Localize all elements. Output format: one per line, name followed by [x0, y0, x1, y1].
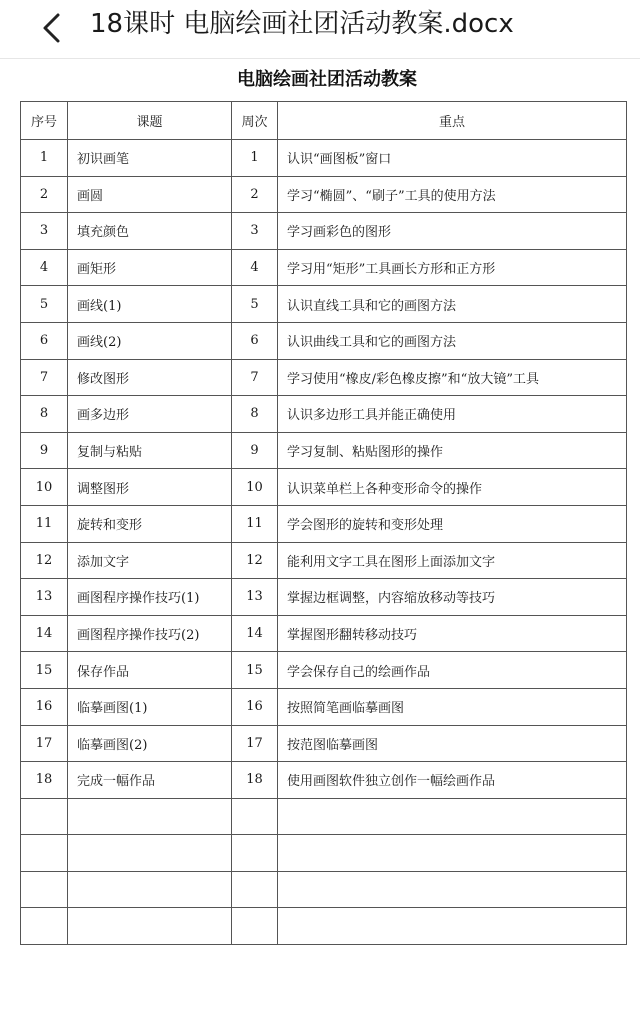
cell-focus: 学习使用“橡皮/彩色橡皮擦”和“放大镜”工具: [278, 359, 627, 396]
cell-focus: 认识直线工具和它的画图方法: [278, 286, 627, 323]
cell-number: 18: [21, 762, 68, 799]
empty-table-row: [21, 835, 627, 872]
empty-cell: [232, 871, 278, 908]
cell-week: 11: [232, 505, 278, 542]
column-header-number: 序号: [21, 102, 68, 140]
cell-number: 11: [21, 505, 68, 542]
cell-week: 6: [232, 322, 278, 359]
cell-focus: 认识“画图板”窗口: [278, 140, 627, 177]
cell-topic: 添加文字: [68, 542, 232, 579]
empty-table-row: [21, 798, 627, 835]
table-body: [21, 140, 627, 945]
table-row: [21, 762, 627, 799]
file-name-title: 18课时 电脑绘画社团活动教案.docx: [90, 9, 514, 39]
cell-number: 5: [21, 286, 68, 323]
cell-week: 1: [232, 140, 278, 177]
empty-cell: [232, 835, 278, 872]
table-row: [21, 213, 627, 250]
cell-topic: 复制与粘贴: [68, 432, 232, 469]
empty-cell: [21, 871, 68, 908]
cell-focus: 按范图临摹画图: [278, 725, 627, 762]
cell-focus: 学习用“矩形”工具画长方形和正方形: [278, 249, 627, 286]
table-row: [21, 688, 627, 725]
cell-number: 3: [21, 213, 68, 250]
table-row: [21, 725, 627, 762]
back-arrow-icon[interactable]: [38, 12, 70, 44]
document-title: 电脑绘画社团活动教案: [237, 69, 417, 90]
table-row: [21, 652, 627, 689]
cell-focus: 按照简笔画临摹画图: [278, 688, 627, 725]
table-row: [21, 579, 627, 616]
cell-week: 17: [232, 725, 278, 762]
cell-topic: 画圆: [68, 176, 232, 213]
column-header-topic: 课题: [68, 102, 232, 140]
table-row: [21, 505, 627, 542]
cell-focus: 学会图形的旋转和变形处理: [278, 505, 627, 542]
empty-cell: [68, 835, 232, 872]
empty-cell: [68, 798, 232, 835]
empty-table-row: [21, 908, 627, 945]
table-row: [21, 286, 627, 323]
empty-cell: [278, 908, 627, 945]
empty-cell: [232, 798, 278, 835]
cell-focus: 学习“椭圆”、“刷子”工具的使用方法: [278, 176, 627, 213]
empty-cell: [21, 798, 68, 835]
cell-number: 6: [21, 322, 68, 359]
cell-topic: 旋转和变形: [68, 505, 232, 542]
table-row: [21, 176, 627, 213]
cell-focus: 认识多边形工具并能正确使用: [278, 396, 627, 433]
cell-topic: 画矩形: [68, 249, 232, 286]
cell-week: 4: [232, 249, 278, 286]
cell-week: 5: [232, 286, 278, 323]
cell-number: 17: [21, 725, 68, 762]
cell-number: 10: [21, 469, 68, 506]
empty-cell: [278, 798, 627, 835]
empty-cell: [21, 835, 68, 872]
cell-topic: 画图程序操作技巧(2): [68, 615, 232, 652]
cell-topic: 画线(2): [68, 322, 232, 359]
cell-topic: 临摹画图(1): [68, 688, 232, 725]
cell-focus: 认识曲线工具和它的画图方法: [278, 322, 627, 359]
cell-number: 12: [21, 542, 68, 579]
table-row: [21, 396, 627, 433]
empty-cell: [68, 908, 232, 945]
cell-topic: 完成一幅作品: [68, 762, 232, 799]
cell-number: 4: [21, 249, 68, 286]
cell-topic: 画线(1): [68, 286, 232, 323]
empty-table-row: [21, 871, 627, 908]
cell-week: 2: [232, 176, 278, 213]
cell-topic: 修改图形: [68, 359, 232, 396]
cell-number: 8: [21, 396, 68, 433]
cell-focus: 掌握图形翻转移动技巧: [278, 615, 627, 652]
table-header-row: [21, 102, 627, 140]
empty-cell: [278, 871, 627, 908]
column-header-focus: 重点: [278, 102, 627, 140]
cell-topic: 画图程序操作技巧(1): [68, 579, 232, 616]
cell-number: 9: [21, 432, 68, 469]
cell-week: 13: [232, 579, 278, 616]
empty-cell: [278, 835, 627, 872]
empty-cell: [21, 908, 68, 945]
empty-cell: [68, 871, 232, 908]
table-row: [21, 140, 627, 177]
cell-topic: 初识画笔: [68, 140, 232, 177]
cell-topic: 画多边形: [68, 396, 232, 433]
cell-focus: 使用画图软件独立创作一幅绘画作品: [278, 762, 627, 799]
cell-focus: 学会保存自己的绘画作品: [278, 652, 627, 689]
table-row: [21, 322, 627, 359]
table-row: [21, 469, 627, 506]
cell-focus: 认识菜单栏上各种变形命令的操作: [278, 469, 627, 506]
cell-week: 8: [232, 396, 278, 433]
cell-week: 9: [232, 432, 278, 469]
column-header-week: 周次: [232, 102, 278, 140]
table-row: [21, 542, 627, 579]
cell-week: 16: [232, 688, 278, 725]
cell-number: 14: [21, 615, 68, 652]
table-row: [21, 359, 627, 396]
cell-week: 18: [232, 762, 278, 799]
cell-topic: 调整图形: [68, 469, 232, 506]
cell-focus: 学习画彩色的图形: [278, 213, 627, 250]
cell-focus: 能利用文字工具在图形上面添加文字: [278, 542, 627, 579]
table-row: [21, 615, 627, 652]
cell-number: 15: [21, 652, 68, 689]
cell-number: 2: [21, 176, 68, 213]
cell-number: 1: [21, 140, 68, 177]
cell-number: 13: [21, 579, 68, 616]
cell-focus: 掌握边框调整，内容缩放移动等技巧: [278, 579, 627, 616]
cell-week: 10: [232, 469, 278, 506]
cell-week: 14: [232, 615, 278, 652]
table-row: [21, 249, 627, 286]
table-row: [21, 432, 627, 469]
cell-number: 7: [21, 359, 68, 396]
cell-week: 12: [232, 542, 278, 579]
cell-week: 3: [232, 213, 278, 250]
cell-week: 15: [232, 652, 278, 689]
cell-focus: 学习复制、粘贴图形的操作: [278, 432, 627, 469]
cell-topic: 保存作品: [68, 652, 232, 689]
cell-number: 16: [21, 688, 68, 725]
empty-cell: [232, 908, 278, 945]
cell-topic: 临摹画图(2): [68, 725, 232, 762]
cell-week: 7: [232, 359, 278, 396]
cell-topic: 填充颜色: [68, 213, 232, 250]
top-bar: [0, 0, 640, 59]
lesson-plan-table: [20, 101, 627, 945]
